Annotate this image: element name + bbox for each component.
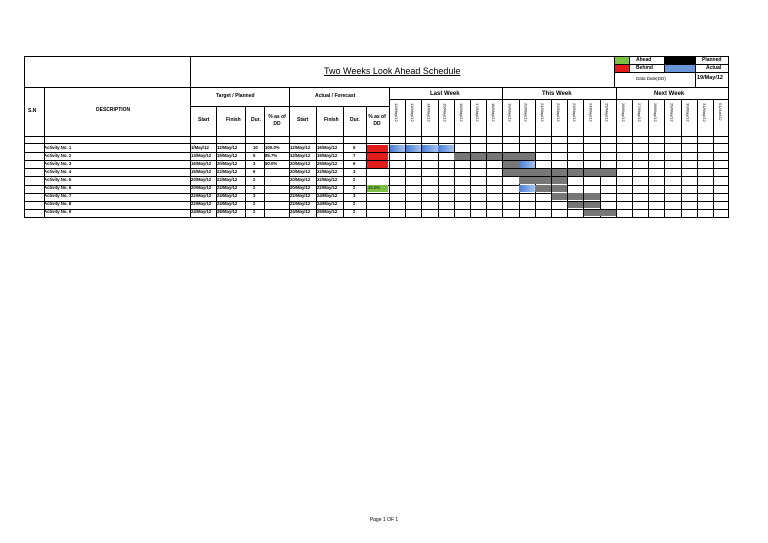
actual-forecast-header: Actual / Forecast (315, 93, 356, 99)
sn-header: S.N (28, 108, 37, 114)
planned-bar (568, 193, 584, 200)
day-label: 27/May/12 (637, 103, 642, 122)
day-label: 26/May/12 (620, 103, 626, 122)
status-cell-behind (367, 145, 388, 152)
actual-dur: 2 (353, 185, 356, 191)
target-start: 22/May/12 (191, 193, 212, 199)
actual-finish: 16/May/12 (317, 144, 338, 150)
last-week-header: Last Week (430, 91, 460, 97)
actual-finish: 25/May/12 (317, 160, 338, 166)
day-label: 16/May/12 (458, 103, 464, 122)
actual-finish: 24/May/12 (317, 193, 338, 199)
day-label: 22/May/12 (556, 103, 561, 122)
status-cell-behind (367, 153, 388, 160)
day-label: 20/May/12 (523, 103, 529, 122)
actual-bar (390, 145, 406, 152)
planned-bar (519, 169, 535, 176)
row-divider (24, 193, 729, 194)
page-title: Two Weeks Look Ahead Schedule (324, 66, 461, 76)
target-start: 13/May/12 (191, 152, 212, 158)
target-start: 20/May/12 (191, 177, 212, 182)
planned-bar (600, 169, 616, 176)
description-header: DESCRIPTION (96, 107, 131, 113)
actual-dur-header: Dur. (350, 117, 360, 123)
actual-dur: 3 (353, 193, 356, 199)
next-week-header: Next Week (654, 91, 685, 97)
planned-bar (535, 185, 551, 192)
target-finish: 20/May/12 (217, 160, 238, 166)
target-finish: 19/May/12 (217, 152, 238, 158)
legend-planned-swatch (664, 57, 695, 64)
schedule-sheet (24, 56, 729, 218)
data-date-value: 19/May/12 (697, 75, 723, 81)
target-start: 1/May/12 (191, 144, 209, 150)
row-divider (24, 217, 729, 218)
planned-bar (552, 169, 568, 176)
day-label: 14/May/12 (426, 103, 432, 122)
day-label: 15/May/12 (442, 103, 448, 122)
target-dur-header: Dur. (251, 117, 261, 123)
legend-actual-swatch (664, 65, 695, 72)
target-start: 15/May/12 (191, 168, 212, 174)
row-description: Activity No. 5 (44, 177, 72, 182)
target-dur: 10 (253, 144, 258, 150)
target-pct: 85.7% (265, 152, 278, 158)
planned-bar (552, 177, 568, 184)
planned-bar (552, 193, 568, 200)
row-divider (24, 168, 729, 169)
data-date-label: Data Date(DD) (636, 76, 666, 81)
target-planned-header: Target / Planned (216, 93, 255, 99)
planned-bar (503, 153, 519, 160)
status-cell-behind (367, 161, 388, 168)
actual-finish: 22/May/12 (317, 185, 338, 191)
day-label: 19/May/12 (507, 103, 513, 122)
row-description: Activity No. 1 (44, 144, 72, 150)
actual-dur: 7 (353, 152, 356, 158)
row-description: Activity No. 3 (44, 160, 72, 166)
day-label: 13/May/12 (410, 103, 416, 122)
target-dur: 5 (253, 152, 256, 158)
legend-ahead-label: Ahead (636, 57, 652, 63)
planned-bar (503, 161, 519, 168)
actual-finish: 22/May/12 (317, 177, 338, 182)
target-finish: 24/May/12 (217, 193, 238, 199)
actual-start: 24/May/12 (290, 209, 311, 215)
planned-bar (584, 169, 600, 176)
target-dur: 2 (253, 209, 256, 215)
actual-start: 22/May/12 (290, 201, 311, 207)
actual-finish: 26/May/12 (317, 209, 338, 215)
day-label: 21/May/12 (539, 103, 545, 122)
planned-bar (503, 169, 519, 176)
row-description: Activity No. 8 (44, 201, 72, 207)
planned-bar (535, 169, 551, 176)
target-start: 16/May/12 (191, 160, 212, 166)
actual-start: 20/May/12 (290, 168, 311, 174)
actual-bar (406, 145, 422, 152)
sheet-border (24, 56, 729, 218)
planned-bar (471, 153, 487, 160)
this-week-header: This Week (542, 91, 572, 97)
actual-dur: 2 (353, 209, 356, 215)
planned-bar (552, 185, 568, 192)
actual-bar (422, 145, 438, 152)
target-start: 22/May/12 (191, 201, 212, 207)
legend-actual-label: Actual (706, 65, 722, 71)
day-label: 23/May/12 (572, 103, 578, 122)
day-label: 28/May/12 (653, 103, 659, 122)
day-label: 01/Jun/12 (718, 103, 723, 121)
actual-dur: 5 (353, 144, 356, 150)
target-finish: 22/May/12 (217, 177, 238, 182)
row-divider (24, 209, 729, 210)
planned-bar (519, 177, 535, 184)
day-label: 18/May/12 (491, 103, 497, 122)
day-label: 12/May/12 (394, 103, 399, 122)
target-finish-header: Finish (226, 117, 241, 123)
target-pct: 50.0% (265, 160, 278, 166)
target-dur: 6 (253, 168, 256, 174)
actual-dur: 2 (353, 201, 356, 207)
target-pct: 100.0% (265, 144, 280, 150)
planned-bar (519, 153, 535, 160)
actual-start: 22/May/12 (290, 193, 311, 199)
actual-finish-header: Finish (324, 117, 339, 123)
target-finish: 22/May/12 (217, 185, 238, 191)
planned-bar (600, 210, 616, 217)
target-dur: 2 (253, 201, 256, 207)
actual-dur: 6 (353, 160, 356, 166)
row-divider (24, 176, 729, 177)
target-pct-header: % as of DD (268, 114, 286, 127)
day-label: 24/May/12 (588, 103, 594, 122)
status-text: 10.0% (368, 185, 381, 191)
planned-bar (568, 169, 584, 176)
row-description: Activity No. 7 (44, 193, 72, 199)
row-description: Activity No. 9 (44, 209, 72, 215)
legend-behind-label: Behind (636, 65, 653, 71)
actual-pct-header: % as of DD (368, 114, 386, 127)
actual-start: 20/May/12 (290, 185, 311, 191)
target-dur: 2 (253, 185, 256, 191)
actual-dur: 3 (353, 168, 356, 174)
target-start-header: Start (198, 117, 210, 123)
day-label: 29/May/12 (669, 103, 675, 122)
planned-bar (487, 153, 503, 160)
target-start: 20/May/12 (191, 185, 212, 191)
target-finish: 22/May/12 (217, 168, 238, 174)
actual-finish: 24/May/12 (317, 201, 338, 207)
actual-finish: 22/May/12 (317, 168, 338, 174)
actual-start-header: Start (297, 117, 309, 123)
row-description: Activity No. 2 (44, 152, 72, 158)
day-label: 17/May/12 (475, 103, 480, 122)
row-divider (24, 201, 729, 202)
actual-bar (519, 185, 535, 192)
legend-behind-swatch (615, 65, 629, 72)
actual-start: 20/May/12 (290, 177, 311, 182)
legend-ahead-swatch (615, 57, 629, 64)
target-finish: 12/May/12 (217, 144, 238, 150)
target-finish: 26/May/12 (217, 209, 238, 215)
actual-start: 12/May/12 (290, 144, 311, 150)
row-description: Activity No. 6 (44, 185, 72, 191)
day-label: 31/May/12 (701, 103, 707, 122)
planned-bar (535, 177, 551, 184)
actual-bar (519, 161, 535, 168)
actual-start: 20/May/12 (290, 160, 311, 166)
target-dur: 3 (253, 160, 256, 166)
planned-bar (584, 193, 600, 200)
legend-planned-label: Planned (702, 57, 722, 63)
day-label: 25/May/12 (604, 103, 610, 122)
planned-bar (568, 202, 584, 209)
target-dur: 2 (253, 177, 256, 182)
planned-bar (584, 202, 600, 209)
target-dur: 3 (253, 193, 256, 199)
actual-bar (438, 145, 454, 152)
planned-bar (454, 153, 470, 160)
actual-dur: 2 (353, 177, 356, 182)
row-description: Activity No. 4 (44, 168, 72, 174)
page-footer: Page 1 OF 1 (369, 517, 399, 523)
planned-bar (584, 210, 600, 217)
target-start: 24/May/12 (191, 209, 212, 215)
target-finish: 24/May/12 (217, 201, 238, 207)
actual-finish: 19/May/12 (317, 152, 338, 158)
day-label: 30/May/12 (685, 103, 691, 122)
actual-start: 12/May/12 (290, 152, 311, 158)
